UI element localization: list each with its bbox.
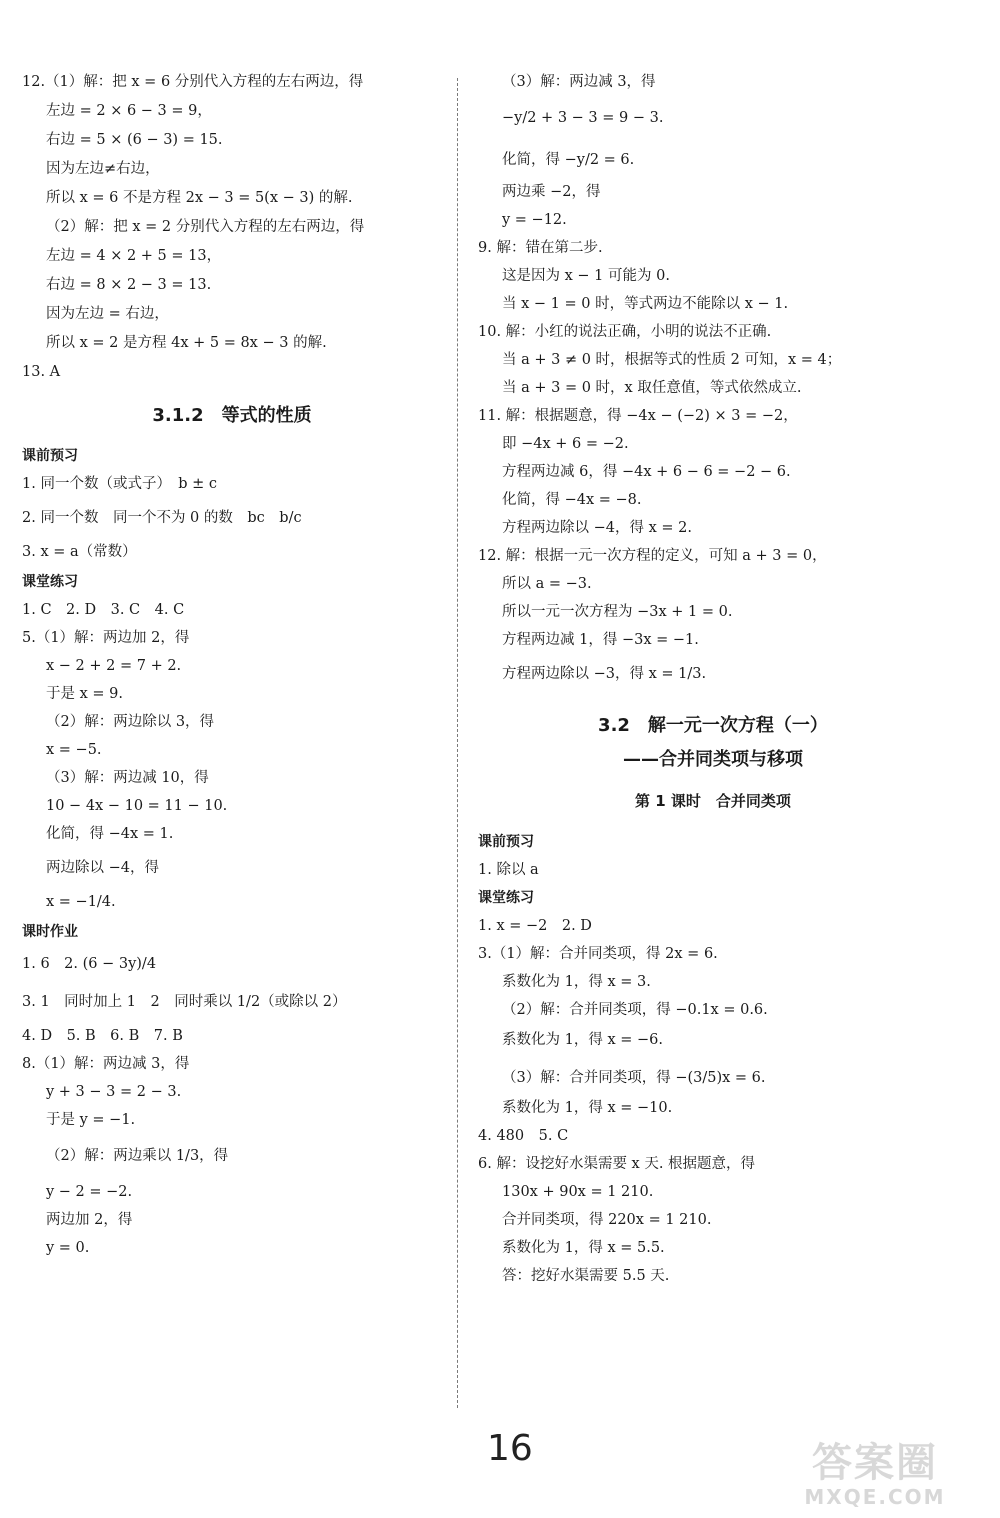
- section-subheading: 课时作业: [22, 924, 78, 940]
- section-subheading: 课前预习: [478, 834, 534, 850]
- answer-line: 于是 y = −1.: [46, 1112, 136, 1128]
- answer-line: 10 − 4x − 10 = 11 − 10.: [46, 798, 228, 814]
- answer-line: 右边 = 8 × 2 − 3 = 13.: [46, 277, 212, 293]
- answer-line: y + 3 − 3 = 2 − 3.: [46, 1084, 182, 1100]
- section-title: 3.2 解一元一次方程（一）: [598, 715, 828, 736]
- answer-line: 当 a + 3 = 0 时，x 取任意值，等式依然成立.: [502, 380, 802, 396]
- answer-line: 6. 解：设挖好水渠需要 x 天. 根据题意，得: [478, 1156, 756, 1172]
- answer-line: 3. 1 同时加上 1 2 同时乘以 1/2（或除以 2）: [22, 994, 347, 1010]
- answer-line: 2. 同一个数 同一个不为 0 的数 bc b/c: [22, 510, 302, 526]
- answer-line: 方程两边除以 −4，得 x = 2.: [502, 520, 692, 536]
- answer-line: 10. 解：小红的说法正确，小明的说法不正确.: [478, 324, 772, 340]
- answer-line: 8.（1）解：两边减 3，得: [22, 1056, 190, 1072]
- answer-line: 4. D 5. B 6. B 7. B: [22, 1028, 183, 1044]
- answer-line: 合并同类项，得 220x = 1 210.: [502, 1212, 712, 1228]
- answer-line: 系数化为 1，得 x = −6.: [502, 1032, 663, 1048]
- page-number: 16: [487, 1428, 533, 1469]
- answer-line: 方程两边减 1，得 −3x = −1.: [502, 632, 699, 648]
- answer-line: （2）解：把 x = 2 分别代入方程的左右两边，得: [46, 219, 365, 235]
- answer-line: 即 −4x + 6 = −2.: [502, 436, 629, 452]
- answer-line: y − 2 = −2.: [46, 1184, 133, 1200]
- answer-line: 1. x = −2 2. D: [478, 918, 592, 934]
- answer-line: 方程两边除以 −3，得 x = 1/3.: [502, 666, 707, 682]
- right-column: [478, 72, 948, 1286]
- section-title: 3.1.2 等式的性质: [152, 405, 312, 426]
- watermark-top: 答案圈: [812, 1440, 938, 1486]
- answer-line: 系数化为 1，得 x = 5.5.: [502, 1240, 665, 1256]
- answer-line: （3）解：两边减 3，得: [502, 74, 656, 90]
- answer-line: y = 0.: [46, 1240, 90, 1256]
- section-title: ——合并同类项与移项: [623, 749, 803, 770]
- answer-line: 因为左边≠右边，: [46, 161, 160, 177]
- answer-line: 1. 除以 a: [478, 862, 539, 878]
- answer-line: （3）解：两边减 10，得: [46, 770, 209, 786]
- answer-line: 13. A: [22, 364, 61, 380]
- section-subheading: 课堂练习: [22, 574, 78, 590]
- answer-line: x − 2 + 2 = 7 + 2.: [46, 658, 182, 674]
- answer-line: 化简，得 −4x = 1.: [46, 826, 174, 842]
- section-subheading: 课前预习: [22, 448, 78, 464]
- answer-line: 所以 x = 2 是方程 4x + 5 = 8x − 3 的解.: [46, 335, 327, 351]
- answer-line: 方程两边减 6，得 −4x + 6 − 6 = −2 − 6.: [502, 464, 791, 480]
- answer-line: 两边乘 −2，得: [502, 184, 601, 200]
- answer-line: 于是 x = 9.: [46, 686, 123, 702]
- answer-line: 两边除以 −4，得: [46, 860, 159, 876]
- answer-line: 左边 = 2 × 6 − 3 = 9，: [46, 103, 212, 119]
- answer-line: 当 x − 1 = 0 时，等式两边不能除以 x − 1.: [502, 296, 789, 312]
- answer-line: 1. 6 2. (6 − 3y)/4: [22, 956, 157, 972]
- answer-line: 1. C 2. D 3. C 4. C: [22, 602, 185, 618]
- watermark: [770, 1440, 980, 1508]
- answer-line: （3）解：合并同类项，得 −(3/5)x = 6.: [502, 1070, 766, 1086]
- answer-line: 11. 解：根据题意，得 −4x − (−2) × 3 = −2，: [478, 408, 798, 424]
- answer-line: 12. 解：根据一元一次方程的定义，可知 a + 3 = 0，: [478, 548, 827, 564]
- answer-line: −y/2 + 3 − 3 = 9 − 3.: [502, 110, 664, 126]
- answer-line: （2）解：两边除以 3，得: [46, 714, 215, 730]
- answer-line: x = −5.: [46, 742, 102, 758]
- lesson-title: 第 1 课时 合并同类项: [635, 792, 791, 810]
- answer-line: x = −1/4.: [46, 894, 116, 910]
- answer-line: 所以 a = −3.: [502, 576, 592, 592]
- answer-line: 两边加 2，得: [46, 1212, 133, 1228]
- answer-line: 9. 解：错在第二步.: [478, 240, 603, 256]
- answer-line: 系数化为 1，得 x = −10.: [502, 1100, 673, 1116]
- answer-line: 所以一元一次方程为 −3x + 1 = 0.: [502, 604, 733, 620]
- watermark-bottom: MXQE.COM: [804, 1485, 946, 1509]
- answer-line: 这是因为 x − 1 可能为 0.: [502, 268, 670, 284]
- answer-line: 当 a + 3 ≠ 0 时，根据等式的性质 2 可知，x = 4；: [502, 352, 842, 368]
- column-divider: [457, 78, 458, 1408]
- answer-line: （2）解：两边乘以 1/3，得: [46, 1148, 229, 1164]
- section-subheading: 课堂练习: [478, 890, 534, 906]
- answer-line: （2）解：合并同类项，得 −0.1x = 0.6.: [502, 1002, 768, 1018]
- answer-line: y = −12.: [502, 212, 567, 228]
- answer-line: 系数化为 1，得 x = 3.: [502, 974, 651, 990]
- answer-line: 化简，得 −4x = −8.: [502, 492, 642, 508]
- left-column: [22, 72, 442, 1258]
- answer-line: 4. 480 5. C: [478, 1128, 569, 1144]
- answer-line: 答：挖好水渠需要 5.5 天.: [502, 1268, 670, 1284]
- answer-line: 右边 = 5 × (6 − 3) = 15.: [46, 132, 223, 148]
- answer-line: 因为左边 = 右边，: [46, 306, 169, 322]
- answer-line: 12.（1）解：把 x = 6 分别代入方程的左右两边，得: [22, 74, 364, 90]
- answer-line: 5.（1）解：两边加 2，得: [22, 630, 190, 646]
- answer-line: 1. 同一个数（或式子） b ± c: [22, 476, 217, 492]
- answer-line: 所以 x = 6 不是方程 2x − 3 = 5(x − 3) 的解.: [46, 190, 353, 206]
- answer-line: 左边 = 4 × 2 + 5 = 13，: [46, 248, 222, 264]
- answer-line: 化简，得 −y/2 = 6.: [502, 152, 635, 168]
- answer-line: 130x + 90x = 1 210.: [502, 1184, 654, 1200]
- answer-line: 3. x = a（常数）: [22, 544, 137, 560]
- answer-line: 3.（1）解：合并同类项，得 2x = 6.: [478, 946, 718, 962]
